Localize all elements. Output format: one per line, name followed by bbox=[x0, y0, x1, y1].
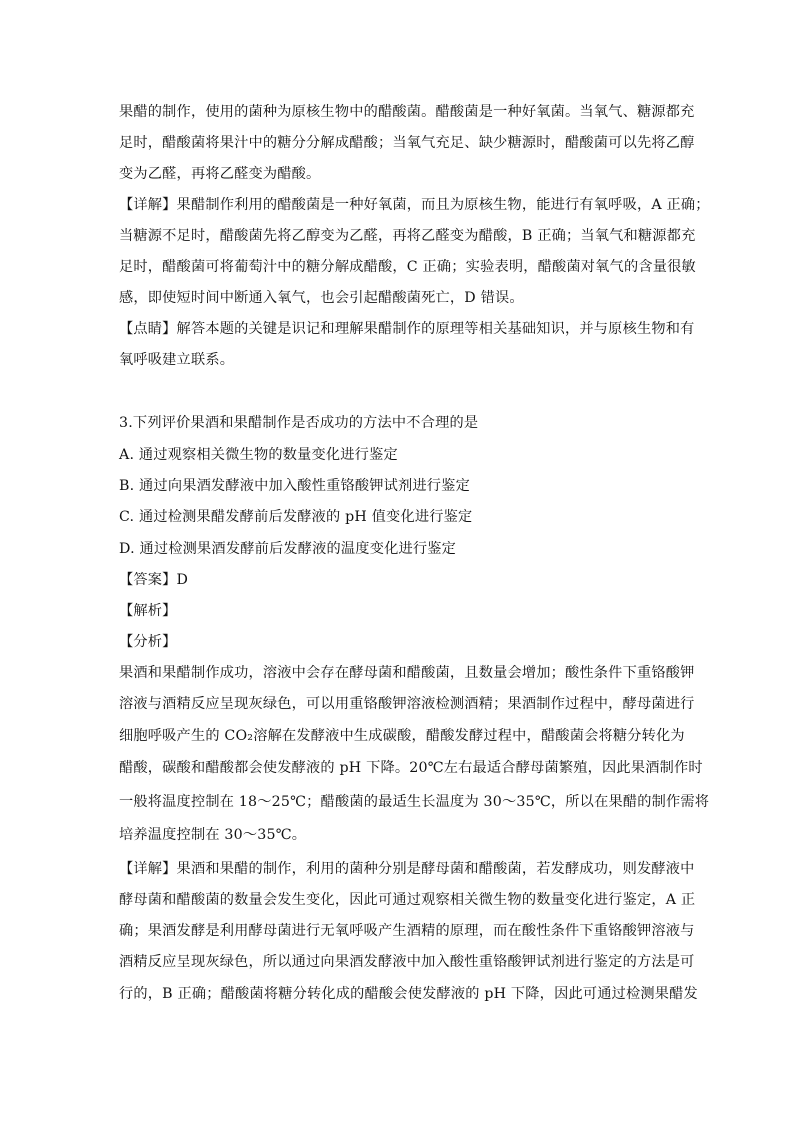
option-a: A. 通过观察相关微生物的数量变化进行鉴定 bbox=[119, 447, 398, 463]
text-line: 酒精反应呈现灰绿色，所以通过向果酒发酵液中加入酸性重铬酸钾试剂进行鉴定的方法是可 bbox=[119, 954, 695, 970]
text-line: 氧呼吸建立联系。 bbox=[119, 352, 235, 368]
text-line: 感，即使短时间中断通入氧气，也会引起醋酸菌死亡，D 错误。 bbox=[119, 290, 524, 306]
text-line: 醋酸，碳酸和醋酸都会使发酵液的 pH 下降。20℃左右最适合酵母菌繁殖，因此果酒制作时 bbox=[119, 760, 703, 776]
text-line: 一般将温度控制在 18～25℃；醋酸菌的最适生长温度为 30～35℃，所以在果醋的制作需将 bbox=[119, 794, 710, 810]
text-line: 【详解】果醋制作利用的醋酸菌是一种好氧菌，而且为原核生物，能进行有氧呼吸，A 正确； bbox=[119, 197, 710, 213]
text-line: 足时，醋酸菌可将葡萄汁中的糖分解成醋酸，C 正确；实验表明，醋酸菌对氧气的含量很敏 bbox=[119, 259, 696, 275]
text-line: 【详解】果酒和果醋的制作，利用的菌种分别是酵母菌和醋酸菌，若发酵成功，则发酵液中 bbox=[119, 861, 695, 877]
analysis-subheading: 【分析】 bbox=[119, 634, 177, 650]
text-line: 果酒和果醋制作成功，溶液中会存在酵母菌和醋酸菌，且数量会增加；酸性条件下重铬酸钾 bbox=[119, 665, 695, 681]
text-line: 培养温度控制在 30～35℃。 bbox=[119, 827, 307, 843]
analysis-heading: 【解析】 bbox=[119, 603, 177, 619]
question-title: 3.下列评价果酒和果醋制作是否成功的方法中不合理的是 bbox=[119, 415, 479, 431]
text-line: 细胞呼吸产生的 CO₂溶解在发酵液中生成碳酸，醋酸发酵过程中，醋酸菌会将糖分转化为 bbox=[119, 728, 685, 744]
text-line: 变为乙醛，再将乙醛变为醋酸。 bbox=[119, 166, 321, 182]
text-line: 足时，醋酸菌将果汁中的糖分分解成醋酸；当氧气充足、缺少糖源时，醋酸菌可以先将乙醇 bbox=[119, 135, 695, 151]
option-d: D. 通过检测果酒发酵前后发酵液的温度变化进行鉴定 bbox=[119, 541, 457, 557]
text-line: 溶液与酒精反应呈现灰绿色，可以用重铬酸钾溶液检测酒精；果酒制作过程中，酵母菌进行 bbox=[119, 696, 695, 712]
answer-label: 【答案】D bbox=[119, 572, 189, 588]
text-line: 行的，B 正确；醋酸菌将糖分转化成的醋酸会使发酵液的 pH 下降，因此可通过检测果醋发 bbox=[119, 986, 698, 1002]
text-line: 果醋的制作，使用的菌种为原核生物中的醋酸菌。醋酸菌是一种好氧菌。当氧气、糖源都充 bbox=[119, 104, 695, 120]
text-line: 确；果酒发酵是利用酵母菌进行无氧呼吸产生酒精的原理，而在酸性条件下重铬酸钾溶液与 bbox=[119, 923, 695, 939]
option-b: B. 通过向果酒发酵液中加入酸性重铬酸钾试剂进行鉴定 bbox=[119, 478, 470, 494]
text-line: 酵母菌和醋酸菌的数量会发生变化，因此可通过观察相关微生物的数量变化进行鉴定，A 正 bbox=[119, 892, 696, 908]
text-line: 【点睛】解答本题的关键是识记和理解果醋制作的原理等相关基础知识，并与原核生物和有 bbox=[119, 321, 695, 337]
text-line: 当糖源不足时，醋酸菌先将乙醇变为乙醛，再将乙醛变为醋酸，B 正确；当氧气和糖源都充 bbox=[119, 228, 696, 244]
option-c: C. 通过检测果醋发酵前后发酵液的 pH 值变化进行鉴定 bbox=[119, 509, 473, 525]
